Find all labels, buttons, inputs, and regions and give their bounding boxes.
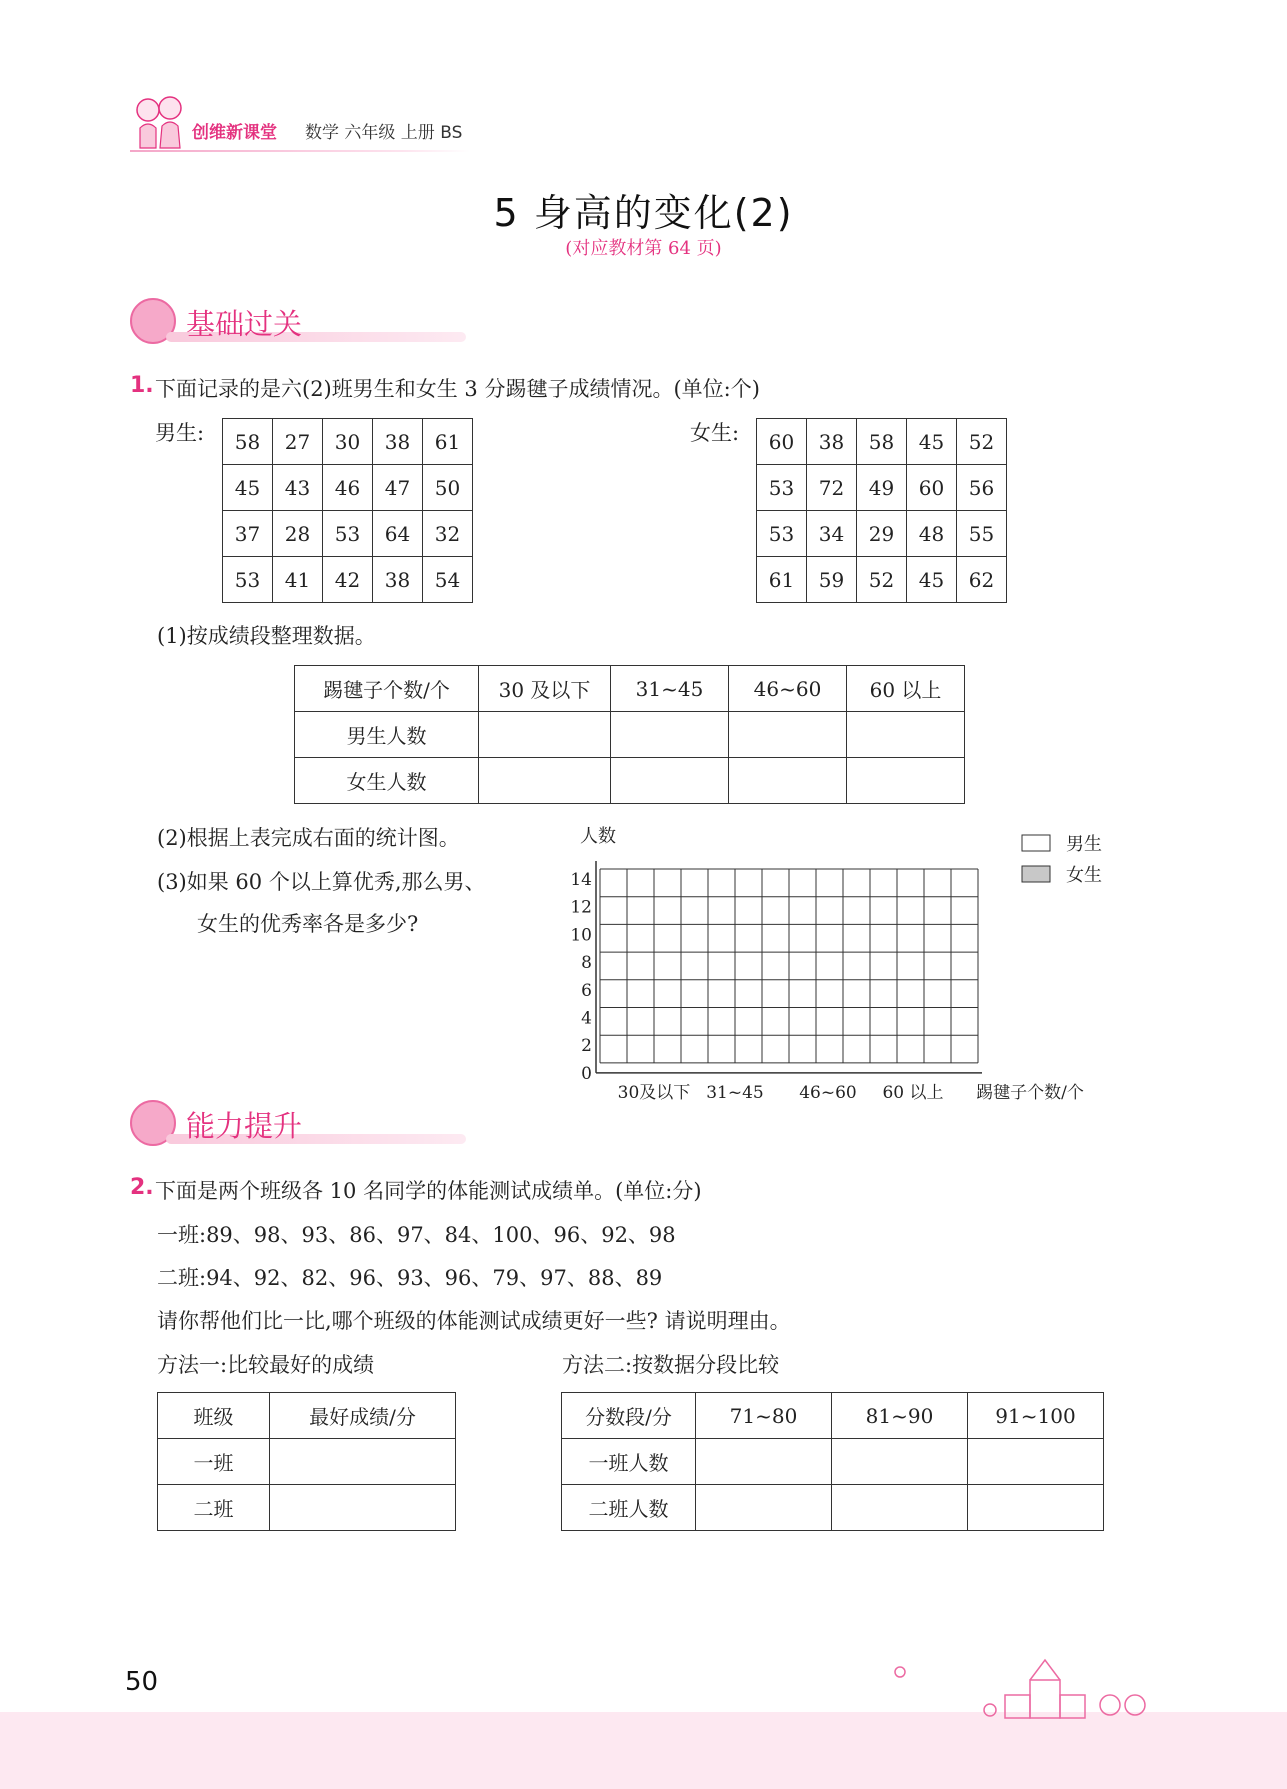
method-1-label: 方法一:比较最好的成绩: [157, 1353, 375, 1377]
boys-score-table: [222, 418, 473, 603]
y-tick-label: 8: [581, 953, 592, 974]
t1-row-class2: 二班: [158, 1485, 270, 1531]
girls-score-row: [757, 511, 1007, 557]
girls-score-cell: 61: [757, 557, 807, 603]
page-subtitle: (对应教材第 64 页): [565, 238, 722, 259]
answer-cell[interactable]: [968, 1439, 1104, 1485]
sub-question-1: (1)按成绩段整理数据。: [157, 624, 376, 648]
girls-score-row: [757, 557, 1007, 603]
footer-band: [0, 1712, 1287, 1789]
y-tick-label: 6: [581, 980, 592, 1001]
y-tick-label: 14: [570, 870, 592, 890]
question-1-text: 下面记录的是六(2)班男生和女生 3 分踢毽子成绩情况。(单位:个): [155, 377, 760, 401]
t1-header-1: 最好成绩/分: [270, 1393, 456, 1439]
page-number: 50: [125, 1667, 159, 1697]
girls-score-cell: 29: [857, 511, 907, 557]
girls-score-table: [756, 418, 1007, 603]
tally-header-4: 60 以上: [847, 666, 965, 712]
answer-cell[interactable]: [729, 712, 847, 758]
y-axis-label: 人数: [580, 826, 616, 847]
question-1-number: 1.: [130, 373, 154, 398]
girls-score-cell: 72: [807, 465, 857, 511]
girls-score-cell: 34: [807, 511, 857, 557]
legend-label: 男生: [1066, 834, 1102, 855]
t2-row-class1: 一班人数: [562, 1439, 696, 1485]
answer-cell[interactable]: [479, 712, 611, 758]
x-axis-label: 踢毽子个数/个: [976, 1082, 1084, 1100]
boys-score-cell: 47: [373, 465, 423, 511]
answer-cell[interactable]: [479, 758, 611, 804]
girls-score-cell: 52: [857, 557, 907, 603]
boys-label: 男生:: [155, 421, 205, 445]
boys-score-row: [223, 419, 473, 465]
question-2-number: 2.: [130, 1175, 154, 1200]
answer-cell[interactable]: [832, 1439, 968, 1485]
sub-question-2: (2)根据上表完成右面的统计图。: [157, 826, 460, 850]
header-divider: [130, 150, 470, 152]
answer-cell[interactable]: [847, 758, 965, 804]
girls-score-cell: 49: [857, 465, 907, 511]
tally-header-3: 46~60: [729, 666, 847, 712]
legend-label: 女生: [1066, 865, 1102, 886]
row-label-boys: 男生人数: [295, 712, 479, 758]
tally-header-1: 30 及以下: [479, 666, 611, 712]
sub-question-3-line1: (3)如果 60 个以上算优秀,那么男、: [157, 870, 486, 894]
x-tick-label: 46~60: [799, 1082, 857, 1100]
boys-score-cell: 46: [323, 465, 373, 511]
boys-score-cell: 28: [273, 511, 323, 557]
row-label-girls: 女生人数: [295, 758, 479, 804]
y-tick-label: 4: [581, 1008, 592, 1029]
girls-score-cell: 58: [857, 419, 907, 465]
t2-header-3: 91~100: [968, 1393, 1104, 1439]
boys-score-cell: 58: [223, 419, 273, 465]
t1-row-class1: 一班: [158, 1439, 270, 1485]
answer-cell[interactable]: [270, 1439, 456, 1485]
boys-score-cell: 53: [223, 557, 273, 603]
tally-header-2: 31~45: [611, 666, 729, 712]
boys-score-cell: 37: [223, 511, 273, 557]
x-tick-label: 31~45: [706, 1082, 764, 1100]
boys-score-cell: 50: [423, 465, 473, 511]
kids-logo-icon: [130, 90, 190, 152]
girls-score-row: [757, 465, 1007, 511]
girls-score-cell: 45: [907, 419, 957, 465]
book-info: 数学 六年级 上册 BS: [305, 123, 463, 143]
girls-label: 女生:: [690, 421, 740, 445]
boys-score-row: [223, 511, 473, 557]
girls-score-cell: 55: [957, 511, 1007, 557]
girls-score-cell: 60: [757, 419, 807, 465]
class-2-scores: 二班:94、92、82、96、93、96、79、97、88、89: [157, 1266, 663, 1290]
tally-header-0: 踢毽子个数/个: [295, 666, 479, 712]
boys-score-cell: 27: [273, 419, 323, 465]
t2-header-0: 分数段/分: [562, 1393, 696, 1439]
t2-row-class2: 二班人数: [562, 1485, 696, 1531]
girls-score-cell: 62: [957, 557, 1007, 603]
boys-score-cell: 54: [423, 557, 473, 603]
y-tick-label: 0: [581, 1063, 592, 1084]
x-tick-label: 60 以上: [882, 1082, 944, 1100]
score-range-table: [561, 1392, 1104, 1531]
t1-header-0: 班级: [158, 1393, 270, 1439]
girls-score-cell: 59: [807, 557, 857, 603]
y-tick-label: 2: [581, 1036, 592, 1057]
answer-cell[interactable]: [611, 712, 729, 758]
boys-score-cell: 42: [323, 557, 373, 603]
answer-cell[interactable]: [696, 1439, 832, 1485]
answer-cell[interactable]: [832, 1485, 968, 1531]
boys-score-cell: 43: [273, 465, 323, 511]
best-score-table: [157, 1392, 456, 1531]
boys-score-cell: 61: [423, 419, 473, 465]
bar-chart-grid: [560, 820, 1120, 1100]
answer-cell[interactable]: [270, 1485, 456, 1531]
girls-score-cell: 48: [907, 511, 957, 557]
brand-name: 创维新课堂: [192, 123, 277, 143]
girls-score-row: [757, 419, 1007, 465]
t2-header-2: 81~90: [832, 1393, 968, 1439]
x-tick-label: 30及以下: [617, 1082, 691, 1100]
boys-score-cell: 30: [323, 419, 373, 465]
girls-score-cell: 38: [807, 419, 857, 465]
answer-cell[interactable]: [847, 712, 965, 758]
answer-cell[interactable]: [611, 758, 729, 804]
answer-cell[interactable]: [968, 1485, 1104, 1531]
boys-score-cell: 38: [373, 419, 423, 465]
boys-score-row: [223, 557, 473, 603]
girls-score-cell: 53: [757, 465, 807, 511]
boys-score-cell: 53: [323, 511, 373, 557]
tally-table: [294, 665, 965, 804]
y-tick-label: 12: [570, 897, 592, 918]
method-2-label: 方法二:按数据分段比较: [562, 1353, 780, 1377]
legend-swatch: [1022, 835, 1050, 851]
question-2-text: 下面是两个班级各 10 名同学的体能测试成绩单。(单位:分): [155, 1179, 702, 1203]
boys-score-cell: 64: [373, 511, 423, 557]
answer-cell[interactable]: [729, 758, 847, 804]
page-title: 5 身高的变化(2): [493, 191, 794, 235]
question-2-ask: 请你帮他们比一比,哪个班级的体能测试成绩更好一些? 请说明理由。: [157, 1309, 791, 1333]
class-1-scores: 一班:89、98、93、86、97、84、100、96、92、98: [157, 1223, 676, 1247]
boys-score-cell: 41: [273, 557, 323, 603]
legend-swatch: [1022, 866, 1050, 882]
boys-score-cell: 32: [423, 511, 473, 557]
girls-score-cell: 45: [907, 557, 957, 603]
castle-decoration-icon: [880, 1650, 1180, 1720]
girls-score-cell: 60: [907, 465, 957, 511]
section-advanced-label: 能力提升: [186, 1109, 303, 1143]
t2-header-1: 71~80: [696, 1393, 832, 1439]
girls-score-cell: 56: [957, 465, 1007, 511]
y-tick-label: 10: [570, 925, 592, 946]
sub-question-3-line2: 女生的优秀率各是多少?: [197, 912, 419, 936]
boys-score-cell: 38: [373, 557, 423, 603]
boys-score-row: [223, 465, 473, 511]
boys-score-cell: 45: [223, 465, 273, 511]
section-basic-label: 基础过关: [186, 307, 303, 341]
girls-score-cell: 52: [957, 419, 1007, 465]
answer-cell[interactable]: [696, 1485, 832, 1531]
girls-score-cell: 53: [757, 511, 807, 557]
